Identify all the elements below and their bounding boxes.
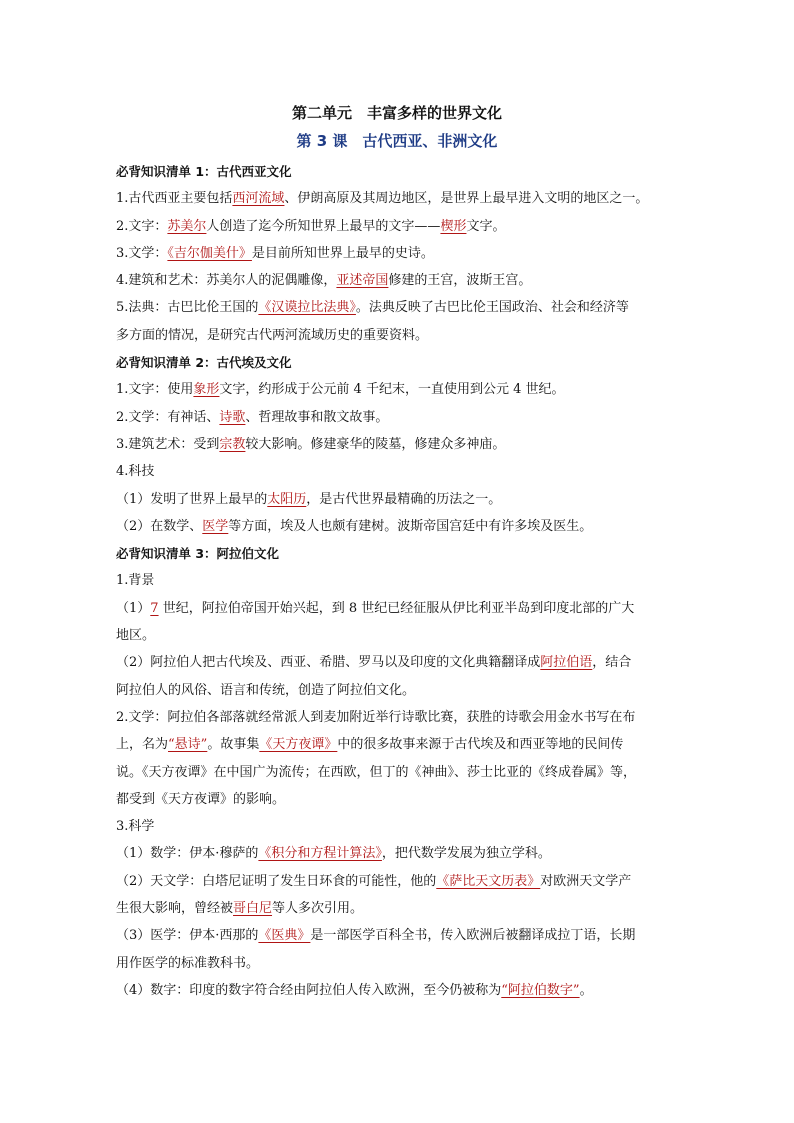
text-line (116, 813, 682, 840)
keyword: 楔形 (440, 218, 467, 234)
section-heading (116, 540, 682, 567)
text-segment: 人创造了迄今所知世界上最早的文字—— (206, 218, 441, 234)
text-segment: 。故事集 (207, 737, 260, 753)
text-segment: 2.文字： (116, 218, 168, 234)
lesson-title: 第 3 课 古代西亚、非洲文化 (296, 132, 498, 150)
keyword: 西河流域 (232, 191, 285, 207)
text-segment: 。法典反映了古巴比伦王国政治、社会和经济等 (355, 300, 629, 316)
text-line (116, 759, 682, 786)
text-segment: （1）数学：伊本·穆萨的 (116, 846, 259, 862)
text-line (116, 649, 682, 676)
text-segment: 1.古代西亚主要包括 (116, 191, 233, 207)
text-line (116, 950, 682, 977)
text-segment: 2.文学：有神话、 (116, 409, 220, 425)
text-segment: 世纪，阿拉伯帝国开始兴起，到 8 世纪已经征服从伊比利亚半岛到印度北部的广大 (158, 600, 635, 616)
text-line (116, 322, 682, 349)
text-segment: 5.法典：古巴比伦王国的 (116, 300, 259, 316)
text-segment: 阿拉伯人的风俗、语言和传统，创造了阿拉伯文化。 (116, 682, 416, 698)
text-line (116, 213, 682, 240)
text-line (116, 786, 682, 813)
keyword: 《萨比天文历表》 (436, 873, 541, 889)
text-segment: 必背知识清单 2：古代埃及文化 (116, 355, 292, 371)
text-segment: 说。《天方夜谭》在中国广为流传；在西欧，但丁的《神曲》、莎士比亚的《终成眷属》等， (116, 764, 637, 780)
text-line (116, 376, 682, 403)
keyword: “阿拉伯数字” (501, 982, 580, 998)
text-line (116, 458, 682, 485)
keyword: 《吉尔伽美什》 (167, 245, 252, 261)
text-segment: 文字。 (466, 218, 506, 234)
text-segment: ，结合 (592, 655, 632, 671)
keyword: 象形 (193, 382, 220, 398)
text-segment: 、哲理故事和散文故事。 (245, 409, 389, 425)
text-segment: 对欧洲天文学产 (540, 873, 632, 889)
text-line (116, 895, 682, 922)
unit-title: 第二单元 丰富多样的世界文化 (291, 104, 502, 122)
text-line (116, 486, 682, 513)
text-segment: 1.背景 (116, 573, 155, 589)
text-segment: ，把代数学发展为独立学科。 (381, 846, 551, 862)
text-segment: 等人多次引用。 (272, 901, 364, 917)
text-line (116, 622, 682, 649)
text-line (116, 868, 682, 895)
text-line (116, 977, 682, 1004)
keyword: 亚述帝国 (336, 273, 389, 289)
text-segment: 文字，约形成于公元前 4 千纪末，一直使用到公元 4 世纪。 (219, 382, 565, 398)
lesson-content (116, 158, 682, 1004)
text-segment: 2.文学：阿拉伯各部落就经常派人到麦加附近举行诗歌比赛，获胜的诗歌会用金水书写在布 (116, 709, 636, 725)
text-segment: 是目前所知世界上最早的史诗。 (251, 245, 434, 261)
text-line (116, 704, 682, 731)
text-line (116, 240, 682, 267)
text-segment: 、伊朗高原及其周边地区，是世界上最早进入文明的地区之一。 (284, 191, 649, 207)
text-line (116, 567, 682, 594)
text-line (116, 513, 682, 540)
text-line (116, 922, 682, 949)
keyword: 《天方夜谭》 (259, 737, 338, 753)
text-segment: （2）在数学、 (116, 518, 203, 534)
keyword: 7 (150, 600, 159, 616)
text-segment: 4.建筑和艺术：苏美尔人的泥偶雕像， (116, 273, 337, 289)
text-segment: 多方面的情况，是研究古代两河流域历史的重要资料。 (116, 327, 429, 343)
keyword: 苏美尔 (167, 218, 207, 234)
section-heading (116, 158, 682, 185)
keyword: 阿拉伯语 (540, 655, 593, 671)
text-segment: （2）阿拉伯人把古代埃及、西亚、希腊、罗马以及印度的文化典籍翻译成 (116, 655, 541, 671)
text-segment: 3.文学： (116, 245, 168, 261)
keyword: 太阳历 (267, 491, 307, 507)
keyword: 《医典》 (258, 928, 311, 944)
keyword: “悬诗” (168, 737, 208, 753)
keyword: 医学 (202, 518, 229, 534)
text-segment: 较大影响。修建豪华的陵墓，修建众多神庙。 (245, 436, 506, 452)
text-segment: （1）发明了世界上最早的 (116, 491, 268, 507)
text-segment: 是一部医学百科全书，传入欧洲后被翻译成拉丁语，长期 (310, 928, 636, 944)
text-segment: （2）天文学：白塔尼证明了发生日环食的可能性，他的 (116, 873, 437, 889)
text-segment: ，是古代世界最精确的历法之一。 (306, 491, 502, 507)
text-segment: 生很大影响，曾经被 (116, 901, 234, 917)
text-segment: （1） (116, 600, 151, 616)
text-line (116, 595, 682, 622)
keyword: 诗歌 (219, 409, 246, 425)
text-segment: 等方面，埃及人也颇有建树。波斯帝国宫廷中有许多埃及医生。 (228, 518, 593, 534)
text-line (116, 431, 682, 458)
text-line (116, 840, 682, 867)
text-segment: 1.文字：使用 (116, 382, 194, 398)
keyword: 宗教 (219, 436, 246, 452)
text-line (116, 294, 682, 321)
text-segment: 修建的王宫，波斯王宫。 (388, 273, 532, 289)
text-segment: 必背知识清单 3：阿拉伯文化 (116, 546, 280, 562)
text-line (116, 677, 682, 704)
text-line (116, 267, 682, 294)
text-segment: 地区。 (116, 628, 156, 644)
text-segment: 。 (579, 982, 593, 998)
text-segment: 中的很多故事来源于古代埃及和西亚等地的民间传 (337, 737, 624, 753)
text-segment: 3.科学 (116, 819, 155, 835)
text-segment: 4.科技 (116, 464, 155, 480)
section-heading (116, 349, 682, 376)
text-segment: 用作医学的标准教科书。 (116, 955, 260, 971)
text-segment: 3.建筑艺术：受到 (116, 436, 220, 452)
text-segment: （3）医学：伊本·西那的 (116, 928, 259, 944)
text-line (116, 731, 682, 758)
keyword: 哥白尼 (233, 901, 273, 917)
keyword: 《积分和方程计算法》 (258, 846, 382, 862)
text-line (116, 404, 682, 431)
text-segment: 必背知识清单 1：古代西亚文化 (116, 164, 292, 179)
keyword: 《汉谟拉比法典》 (258, 300, 356, 316)
text-segment: 上，名为 (116, 737, 169, 753)
text-segment: 都受到《天方夜谭》的影响。 (116, 791, 286, 807)
text-segment: （4）数字：印度的数字符合经由阿拉伯人传入欧洲，至今仍被称为 (116, 982, 502, 998)
text-line (116, 185, 682, 212)
